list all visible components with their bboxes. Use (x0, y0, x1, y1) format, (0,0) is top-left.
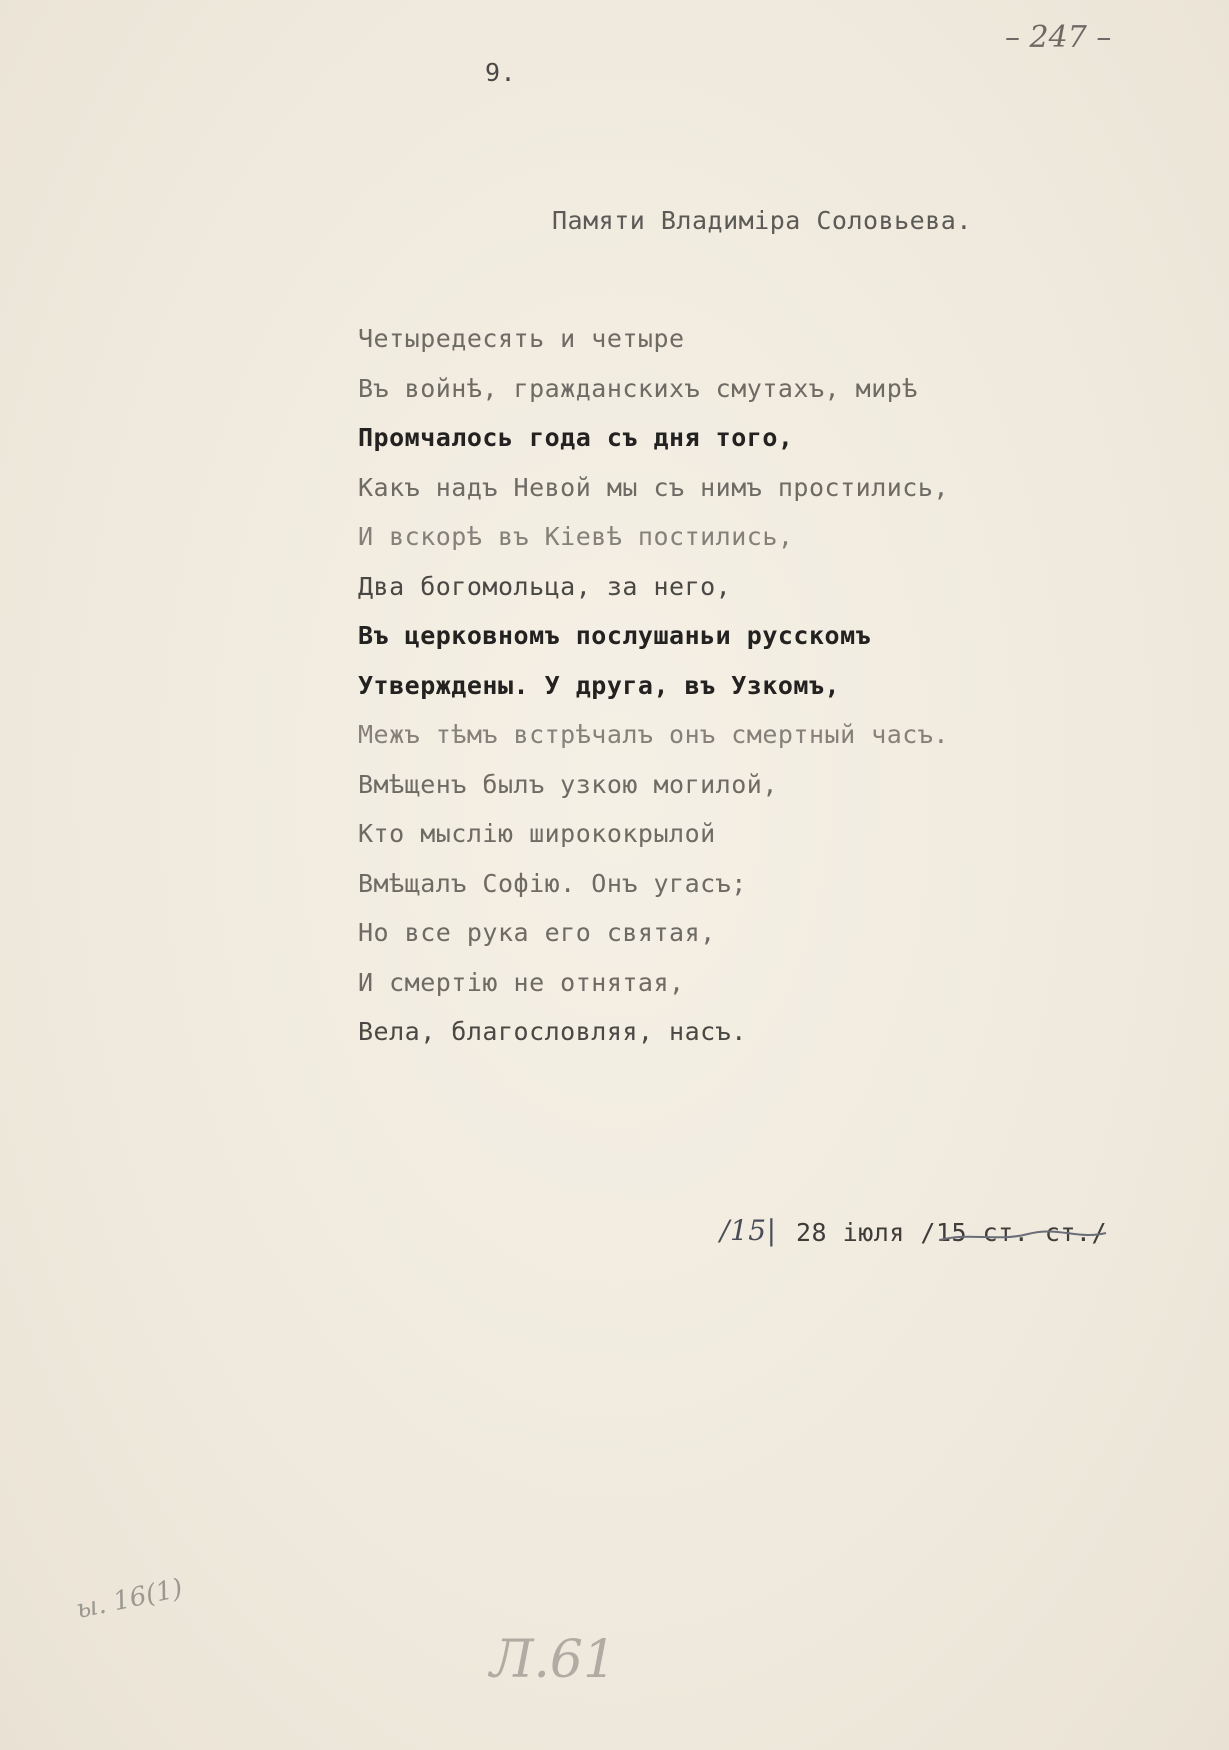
pencil-note: ы. 16(1) (73, 1573, 186, 1625)
poem-body (358, 322, 949, 1065)
poem-line: Два богомольца, за него, (358, 571, 732, 601)
poem-line: И смертiю не отнятая, (358, 967, 685, 997)
poem-line: Межъ тѣмъ встрѣчалъ онъ смертный часъ. (358, 720, 949, 749)
poem-title: Памяти Владимiра Соловьева. (552, 206, 972, 235)
sheet-mark: Л.61 (490, 1630, 617, 1690)
poem-line: Въ войнѣ, гражданскихъ смутахъ, мирѣ (358, 373, 918, 403)
poem-line: Утверждены. У друга, въ Узкомъ, (358, 670, 841, 700)
poem-line: И вскорѣ въ Кiевѣ постились, (358, 522, 794, 551)
poem-line: Кто мыслiю ширококрылой (358, 819, 716, 848)
poem-line: Вела, благословляя, насъ. (358, 1017, 747, 1046)
folio-number: – 247 – (1005, 20, 1112, 55)
poem-line: Вмѣщенъ былъ узкою могилой, (358, 769, 778, 799)
poem-line: Четыредесять и четыре (358, 324, 685, 353)
poem-line: Но все рука его святая, (358, 918, 716, 947)
poem-line: Въ церковномъ послушаньи русскомъ (358, 621, 872, 650)
poem-line: Вмѣщалъ Софiю. Онъ угасъ; (358, 868, 747, 898)
page-number: 9. (485, 58, 517, 87)
poem-line: Какъ надъ Невой мы съ нимъ простились, (358, 472, 949, 502)
poem-line: Промчалось года съ дня того, (358, 423, 794, 452)
date-line: 28 iюля /15 ст. ст./ (796, 1218, 1108, 1247)
handwritten-date-prefix: /15| (720, 1214, 777, 1247)
